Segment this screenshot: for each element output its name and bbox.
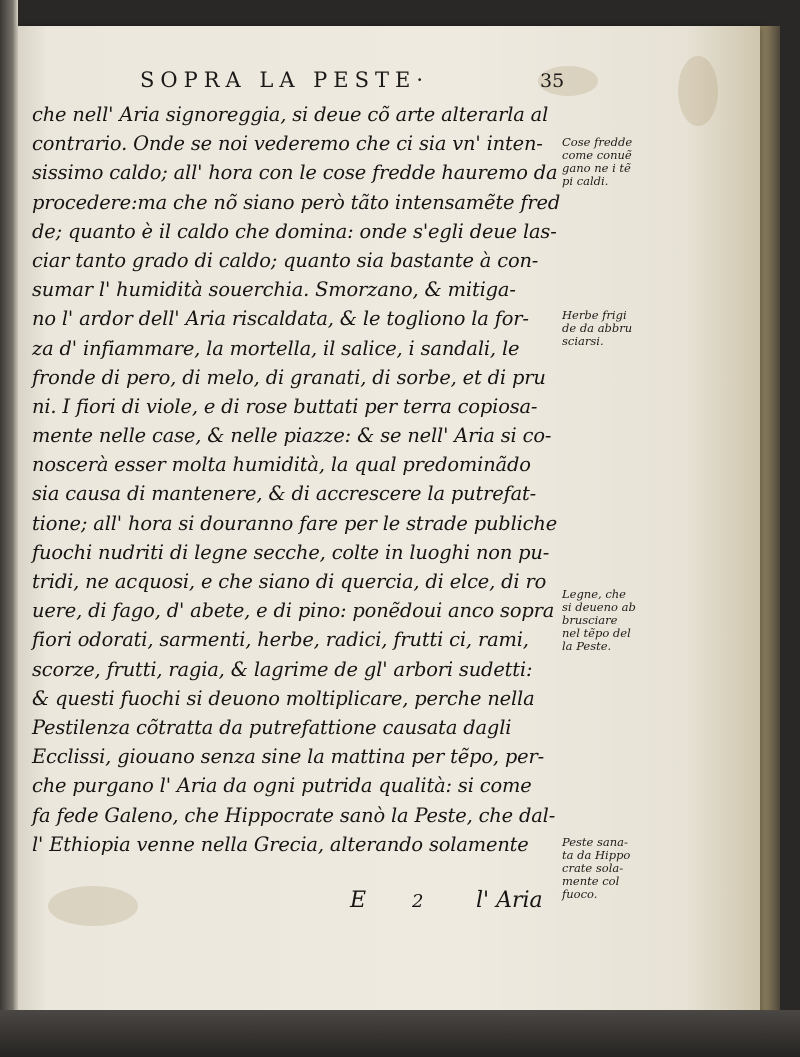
marginal-note [562,836,662,901]
foxing-spot [48,886,138,926]
marginal-note-line: Peste sana- [562,835,628,849]
marginal-note-line: la Peste. [562,639,612,653]
marginal-note [562,588,662,653]
text-line: mente nelle case, & nelle piazze: & se nell' Aria si co- [32,424,552,448]
text-line: sissimo caldo; all' hora con le cose fredde hauremo da [32,161,558,185]
scan-bottom-edge [0,1010,800,1057]
marginal-note [562,136,662,188]
body-text [32,100,561,859]
signature-mark: E [350,888,367,913]
marginal-note-line: de da abbru [562,321,633,335]
running-title: SOPRA LA PESTE· [140,68,430,92]
marginal-note-line: brusciare [562,613,618,627]
marginal-note-line: Cose fredde [562,135,633,149]
text-line: che purgano l' Aria da ogni putrida qualità: si come [32,774,532,798]
marginal-note-line: sciarsi. [562,334,604,348]
text-line: scorze, frutti, ragia, & lagrime de gl' arbori sudetti: [32,657,533,681]
text-line: fa fede Galeno, che Hippocrate sanò la Peste, che dal- [32,803,556,827]
marginal-note-line: si deueno ab [562,600,636,614]
marginal-note-line: come conuẽ [562,148,632,162]
marginal-note [562,309,662,348]
marginal-note-line: pi caldi. [562,174,609,188]
text-line: Ecclissi, giouano senza sine la mattina per tẽpo, per- [32,745,544,769]
text-line: noscerà esser molta humidità, la qual predominãdo [32,453,531,477]
text-line: uere, di fago, d' abete, e di pino: ponẽdoui anco sopra [32,599,555,623]
text-line: tridi, ne acquosi, e che siano di quercia, di elce, di ro [32,570,547,593]
text-line: fiori odorati, sarmenti, herbe, radici, frutti ci, rami, [32,628,529,652]
foxing-spot [678,56,718,126]
marginal-note-line: Herbe frigi [562,308,627,322]
text-line: za d' infiammare, la mortella, il salice, i sandali, le [32,336,520,360]
text-line: de; quanto è il caldo che domina: onde s'egli deue las- [32,219,557,243]
text-line: procedere:ma che nõ siano però tãto intensamẽte fred [32,190,561,214]
text-line: sumar l' humidità souerchia. Smorzano, & mitiga- [32,278,516,302]
text-line: ni. I fiori di viole, e di rose buttati per terra copiosa- [32,394,538,418]
marginal-note-line: crate sola- [562,861,624,875]
marginal-note-line: nel tẽpo del [562,626,631,640]
text-line: tione; all' hora si douranno fare per le strade publiche [32,511,558,535]
signature-number: 2 [412,891,424,912]
marginal-note-line: gano ne i tẽ [562,161,631,175]
scan-left-edge [0,0,18,1057]
marginal-note-line: ta da Hippo [562,848,631,862]
text-line: no l' ardor dell' Aria riscaldata, & le togliono la for- [32,307,529,331]
text-line: sia causa di mantenere, & di accrescere la putrefat- [32,482,537,506]
marginal-note-line: Legne, che [562,587,626,601]
text-line: che nell' Aria signoreggia, si deue cõ arte alterarla al [32,103,549,126]
marginal-note-line: mente col [562,874,620,888]
page-number: 35 [540,70,565,92]
text-line: contrario. Onde se noi vederemo che ci sia vn' inten- [32,132,543,156]
text-line: ciar tanto grado di caldo; quanto sia bastante à con- [32,248,539,272]
text-line: l' Ethiopia venne nella Grecia, alterando solamente [32,832,529,856]
catchword: l' Aria [476,888,543,913]
text-line: fronde di pero, di melo, di granati, di sorbe, et di pru [32,365,546,389]
text-line: Pestilenza cõtratta da putrefattione causata dagli [32,715,512,739]
text-line: & questi fuochi si deuono moltiplicare, perche nella [32,686,535,710]
marginal-note-line: fuoco. [562,887,598,901]
text-line: fuochi nudriti di legne secche, colte in luoghi non pu- [32,540,550,564]
